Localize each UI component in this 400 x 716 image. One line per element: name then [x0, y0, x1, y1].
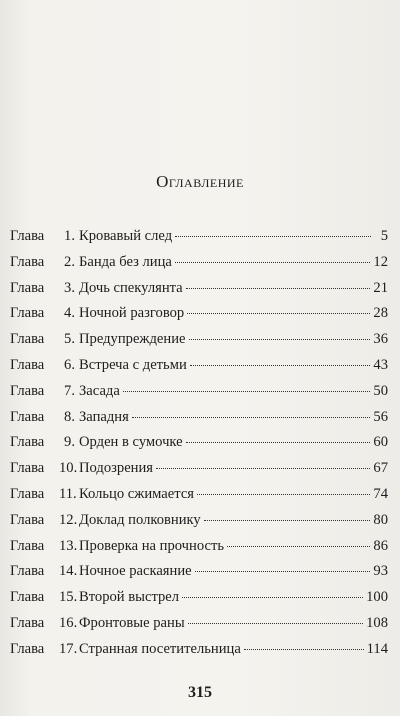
chapter-number: 11.: [59, 485, 77, 502]
chapter-label: Глава: [10, 589, 45, 606]
dot-leader: [244, 648, 364, 650]
toc-entry: [10, 331, 388, 357]
chapter-number: 14.: [59, 563, 78, 580]
toc-entry: [10, 615, 388, 641]
dot-leader: [187, 312, 370, 314]
chapter-name: Предупреждение: [79, 331, 186, 348]
toc-entry: [10, 409, 388, 435]
dot-leader: [132, 416, 371, 418]
toc-entry: [10, 228, 388, 254]
dot-leader: [190, 364, 371, 366]
chapter-page: 108: [366, 614, 388, 631]
chapter-label: Глава: [10, 460, 45, 477]
chapter-label: Глава: [10, 640, 45, 657]
toc-entry: [10, 305, 388, 331]
dot-leader: [227, 545, 370, 547]
toc-entry: [10, 589, 388, 615]
dot-leader: [189, 338, 371, 340]
toc-entry: [10, 434, 388, 460]
chapter-page: 114: [366, 640, 388, 657]
chapter-page: 50: [373, 382, 388, 399]
chapter-number: 10.: [59, 460, 78, 477]
chapter-number: 16.: [59, 614, 78, 631]
toc-entry: [10, 641, 388, 667]
chapter-number: 9.: [64, 434, 75, 451]
dot-leader: [182, 596, 363, 598]
chapter-number: 4.: [64, 305, 75, 322]
toc-entry: [10, 538, 388, 564]
chapter-name: Встреча с детьми: [79, 356, 187, 373]
chapter-name: Доклад полковнику: [79, 511, 201, 528]
toc-entry: [10, 563, 388, 589]
chapter-name: Банда без лица: [79, 253, 172, 270]
chapter-page: 67: [373, 460, 388, 477]
chapter-label: Глава: [10, 485, 45, 502]
chapter-label: Глава: [10, 279, 45, 296]
chapter-name: Ночное раскаяние: [79, 563, 192, 580]
chapter-label: Глава: [10, 305, 45, 322]
chapter-page: 43: [373, 356, 388, 373]
toc-entry: [10, 280, 388, 306]
chapter-number: 8.: [64, 408, 75, 425]
chapter-label: Глава: [10, 253, 45, 270]
chapter-name: Второй выстрел: [79, 589, 180, 606]
chapter-number: 3.: [64, 279, 75, 296]
dot-leader: [123, 390, 371, 392]
chapter-label: Глава: [10, 408, 45, 425]
chapter-number: 2.: [64, 253, 75, 270]
chapter-name: Кольцо сжимается: [79, 485, 195, 502]
chapter-number: 15.: [59, 589, 78, 606]
chapter-label: Глава: [10, 331, 45, 348]
dot-leader: [175, 235, 371, 237]
chapter-name: Орден в сумочке: [79, 434, 183, 451]
page-title: Оглавление: [156, 172, 244, 191]
chapter-name: Кровавый след: [79, 228, 173, 244]
toc-entry: [10, 486, 388, 512]
chapter-page: 74: [373, 485, 388, 502]
table-of-contents: [10, 228, 388, 667]
chapter-name: Западня: [79, 408, 129, 425]
chapter-number: 6.: [64, 356, 75, 373]
chapter-label: Глава: [10, 382, 45, 399]
dot-leader: [186, 441, 371, 443]
chapter-number: 1.: [64, 228, 75, 244]
chapter-number: 13.: [59, 537, 78, 554]
toc-entry: [10, 460, 388, 486]
chapter-page: 21: [373, 279, 388, 296]
dot-leader: [156, 467, 370, 469]
dot-leader: [186, 287, 371, 289]
chapter-label: Глава: [10, 614, 45, 631]
chapter-page: 86: [373, 537, 388, 554]
toc-entry: [10, 383, 388, 409]
chapter-page: 5: [380, 228, 388, 244]
chapter-name: Дочь спекулянта: [79, 279, 183, 296]
chapter-label: Глава: [10, 228, 45, 244]
dot-leader: [195, 570, 371, 572]
toc-entry: [10, 512, 388, 538]
dot-leader: [188, 622, 363, 624]
chapter-name: Ночной разговор: [79, 305, 185, 322]
chapter-label: Глава: [10, 537, 45, 554]
chapter-page: 80: [373, 511, 388, 528]
chapter-page: 93: [373, 563, 388, 580]
chapter-page: 28: [373, 305, 388, 322]
chapter-page: 12: [373, 253, 388, 270]
dot-leader: [204, 519, 371, 521]
dot-leader: [197, 493, 370, 495]
chapter-name: Фронтовые раны: [79, 614, 185, 631]
chapter-number: 12.: [59, 511, 78, 528]
dot-leader: [175, 261, 371, 263]
chapter-number: 5.: [64, 331, 75, 348]
chapter-number: 17.: [59, 640, 78, 657]
chapter-label: Глава: [10, 434, 45, 451]
toc-entry: [10, 357, 388, 383]
page-number: 315: [188, 684, 212, 701]
chapter-label: Глава: [10, 356, 45, 373]
chapter-number: 7.: [64, 382, 75, 399]
chapter-name: Странная посетительница: [79, 640, 241, 657]
chapter-name: Засада: [79, 382, 120, 399]
chapter-name: Проверка на прочность: [79, 537, 224, 554]
chapter-label: Глава: [10, 563, 45, 580]
chapter-page: 36: [373, 331, 388, 348]
chapter-page: 100: [366, 589, 388, 606]
chapter-label: Глава: [10, 511, 45, 528]
chapter-page: 60: [373, 434, 388, 451]
toc-entry: [10, 254, 388, 280]
chapter-page: 56: [373, 408, 388, 425]
chapter-name: Подозрения: [79, 460, 154, 477]
